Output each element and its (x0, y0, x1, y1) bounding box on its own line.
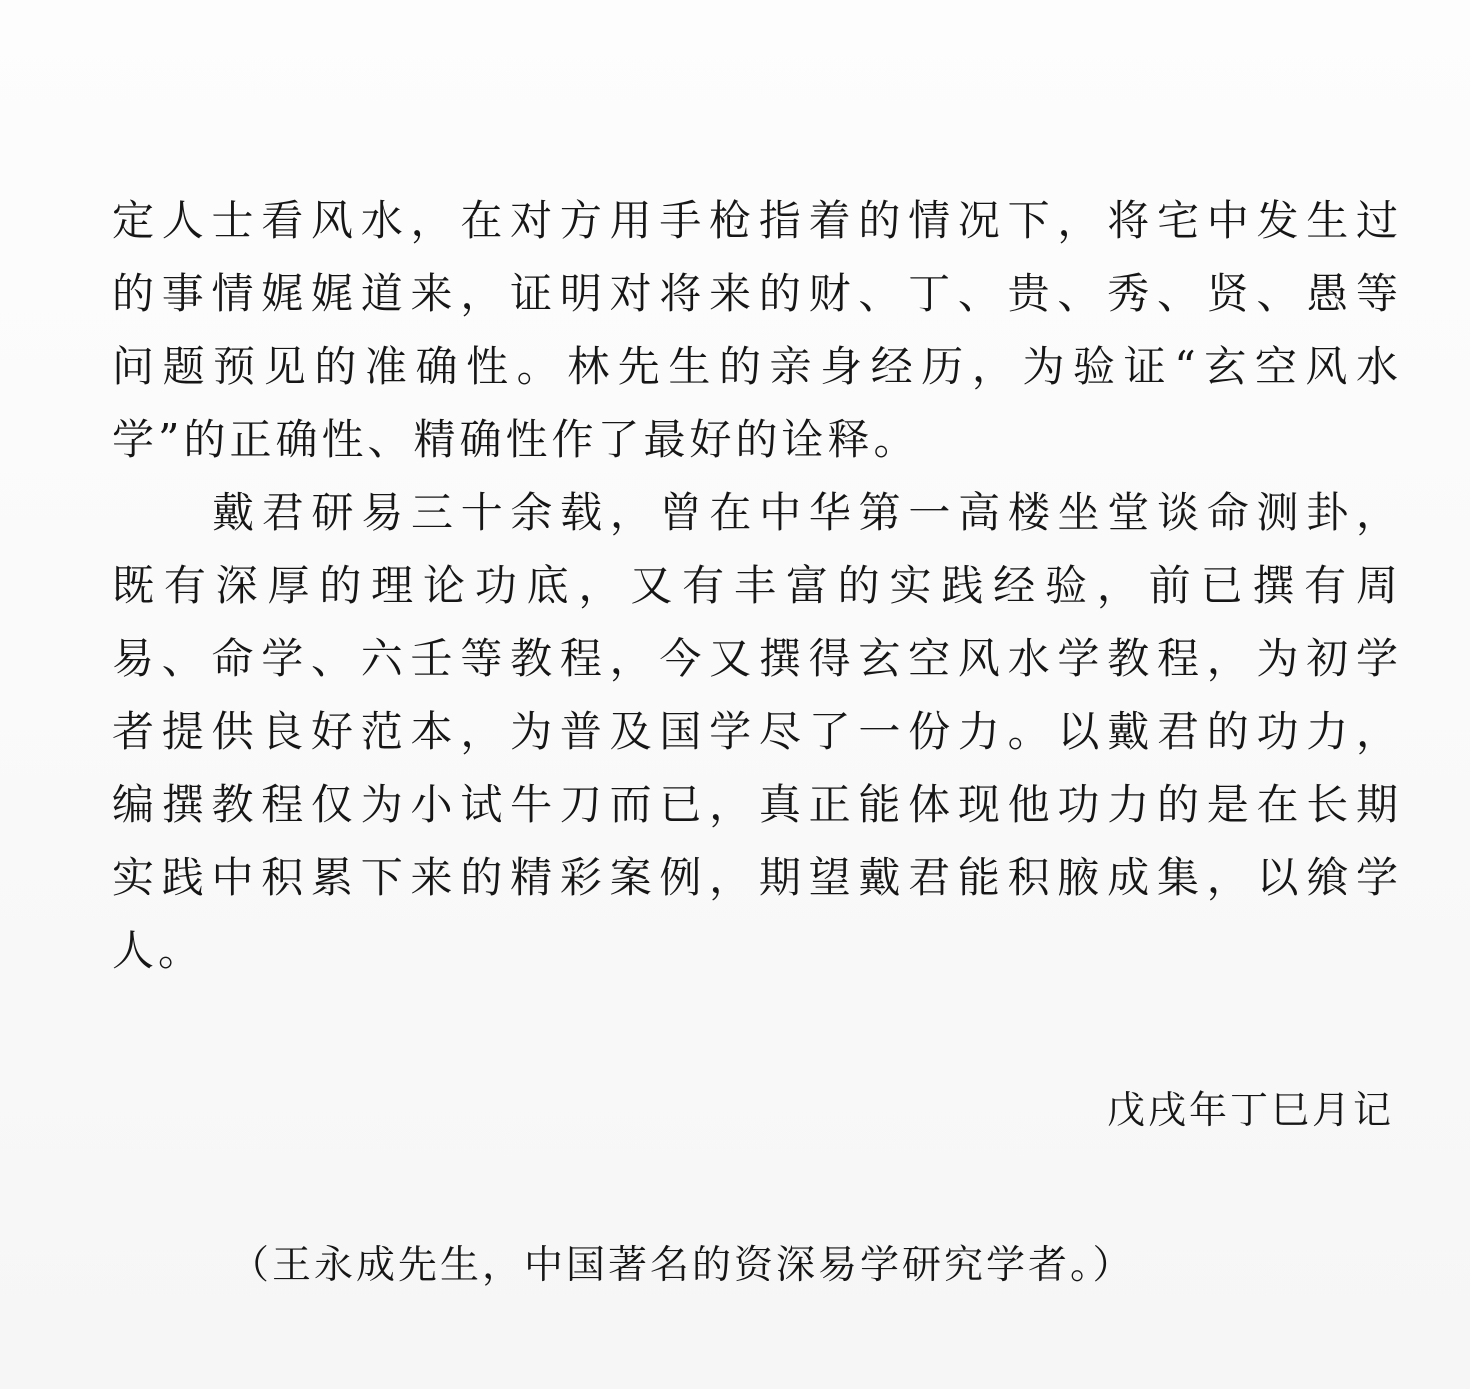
author-note: （王永成先生，中国著名的资深易学研究学者。） (230, 1243, 1135, 1288)
text-line: 易、命学、六壬等教程，今又撰得玄空风水学教程，为初学 (112, 634, 1402, 683)
date-signature: 戊戌年丁巳月记 (1106, 1088, 1394, 1132)
text-line: 者提供良好范本，为普及国学尽了一份力。以戴君的功力， (112, 707, 1402, 756)
text-line: 编撰教程仅为小试牛刀而已，真正能体现他功力的是在长期 (112, 780, 1402, 829)
text-line: 的事情娓娓道来，证明对将来的财、丁、贵、秀、贤、愚等 (112, 269, 1402, 318)
text-line: 定人士看风水，在对方用手枪指着的情况下，将宅中发生过 (112, 196, 1402, 245)
text-line: 既有深厚的理论功底，又有丰富的实践经验，前已撰有周 (112, 561, 1402, 610)
text-line: 实践中积累下来的精彩案例，期望戴君能积腋成集，以飨学 (112, 853, 1402, 902)
text-line: 问题预见的准确性。林先生的亲身经历，为验证“玄空风水 (112, 342, 1402, 391)
text-line: 学”的正确性、精确性作了最好的诠释。 (112, 415, 920, 464)
text-line: 人。 (112, 926, 205, 975)
body-text (112, 184, 1402, 987)
paragraph-first-line: 戴君研易三十余载，曾在中华第一高楼坐堂谈命测卦， (212, 488, 1402, 537)
